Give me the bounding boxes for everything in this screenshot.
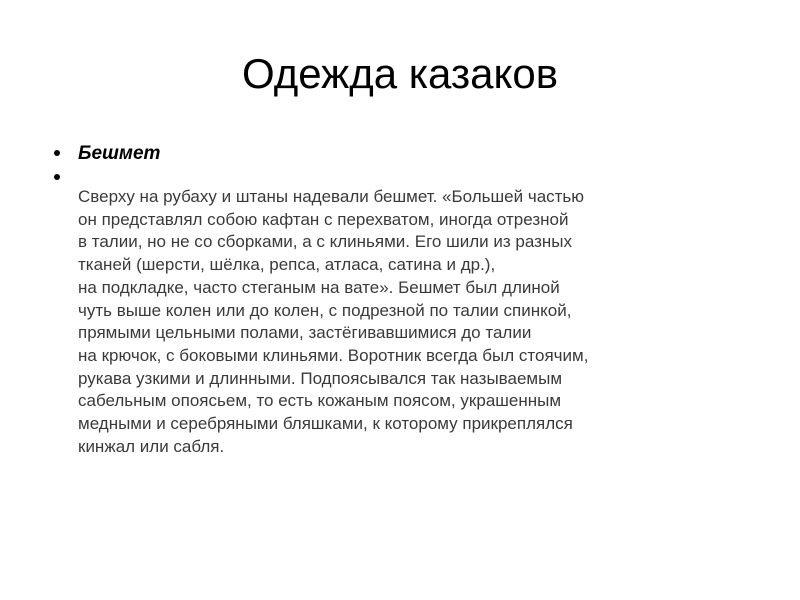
body-line: тканей (шерсти, шёлка, репса, атласа, сатина и др.),	[78, 255, 496, 275]
body-paragraph	[52, 186, 752, 458]
bullet-list	[52, 142, 752, 458]
body-line: на крючок, с боковыми клиньями. Воротник всегда был стоячим,	[78, 345, 589, 365]
bullet-item	[52, 166, 752, 186]
body-line: в талии, но не со сборками, а с клиньями. Его шили из разных	[78, 232, 572, 252]
body-line: на подкладке, часто стеганым на вате». Бешмет был длиной	[78, 277, 560, 297]
body-line: прямыми цельными полами, застёгивавшимися до талии	[78, 323, 532, 343]
body-line: он представлял собою кафтан с перехватом, иногда отрезной	[78, 209, 569, 229]
body-line: рукава узкими и длинными. Подпоясывался так называемым	[78, 368, 563, 388]
bullet-heading: Бешмет	[78, 143, 161, 164]
body-line: медными и серебряными бляшками, к которому прикреплялся	[78, 414, 573, 434]
bullet-item	[52, 142, 752, 166]
body-line: сабельным опоясьем, то есть кожаным поясом, украшенным	[78, 391, 562, 411]
slide-title: Одежда казаков	[241, 50, 559, 97]
body-line: чуть выше колен или до колен, с подрезной по талии спинкой,	[78, 300, 572, 320]
body-line: Сверху на рубаху и штаны надевали бешмет. «Большей частью	[78, 187, 585, 206]
bullet-dot-icon	[54, 174, 60, 180]
body-line: кинжал или сабля.	[78, 436, 225, 456]
bullet-dot-icon	[54, 150, 60, 156]
